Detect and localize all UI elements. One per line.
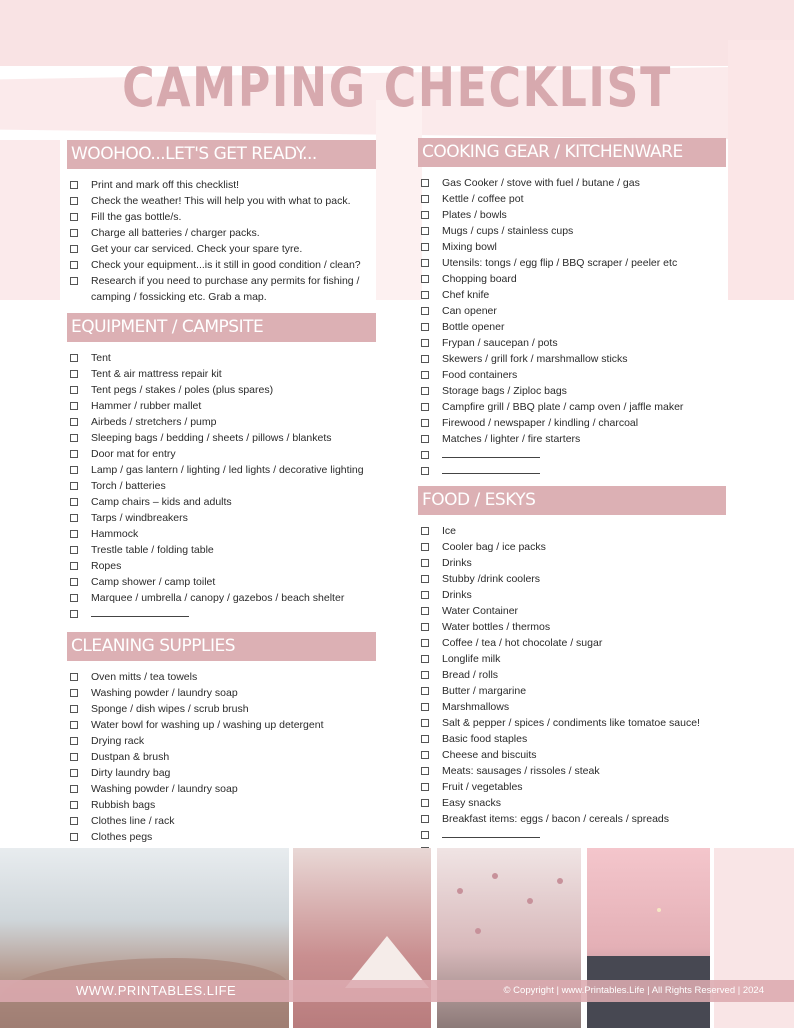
checklist-item [418,319,726,335]
checkbox[interactable] [421,607,429,615]
flower-dot [475,928,481,934]
checklist-item [67,510,376,526]
checklist-item [418,207,726,223]
checklist-item-label: Water Container [442,605,519,617]
checklist-item [418,683,726,699]
checkbox[interactable] [70,213,78,221]
checklist-item [67,717,376,733]
checklist-item [418,351,726,367]
checklist-item-label: Sleeping bags / bedding / sheets / pillows / blankets [91,432,332,444]
checkbox[interactable] [421,275,429,283]
checklist-item-label: Coffee / tea / hot chocolate / sugar [442,637,603,649]
checklist-item-label: Clothes line / rack [91,815,175,827]
flower-dot [557,878,563,884]
checkbox[interactable] [70,229,78,237]
checklist-item-label: Dirty laundry bag [91,767,171,779]
checkbox[interactable] [421,799,429,807]
checkbox[interactable] [70,705,78,713]
checklist-item [418,255,726,271]
section-food [418,486,726,859]
checklist-item-label: Breakfast items: eggs / bacon / cereals / spreads [442,813,670,825]
checklist-item-label: Ropes [91,560,122,572]
checklist-item-label: Longlife milk [442,653,501,665]
checklist-item-label: Camp chairs – kids and adults [91,496,232,508]
blank-line[interactable] [91,606,189,617]
checklist-item [418,523,726,539]
footer-copyright: © Copyright | www.Printables.Life | All Rights Reserved | 2024 [503,985,764,996]
checkbox[interactable] [421,575,429,583]
checkbox[interactable] [421,195,429,203]
checklist-item [67,382,376,398]
checkbox[interactable] [421,179,429,187]
checklist-item-label: Tent pegs / stakes / poles (plus spares) [91,384,274,396]
checkbox[interactable] [70,562,78,570]
checkbox[interactable] [421,467,429,475]
checklist-item-label: Can opener [442,305,497,317]
checkbox[interactable] [70,737,78,745]
blank-line[interactable] [442,447,540,458]
checklist-item [67,478,376,494]
checkbox[interactable] [70,418,78,426]
checklist-item [67,193,376,209]
checkbox[interactable] [70,801,78,809]
checklist-item [418,587,726,603]
checklist-item-label: Research if you need to purchase any permits for fishing / camping / fossicking etc. Grab a map. [91,275,360,303]
section-equipment [67,313,376,622]
checklist-item [418,555,726,571]
checklist-item-label: Rubbish bags [91,799,156,811]
checkbox[interactable] [421,419,429,427]
checkbox[interactable] [70,673,78,681]
checkbox[interactable] [421,211,429,219]
checkbox[interactable] [421,259,429,267]
checkbox[interactable] [421,323,429,331]
checklist-item-label: Salt & pepper / spices / condiments like tomatoe sauce! [442,717,700,729]
checklist-item-label: Cooler bag / ice packs [442,541,546,553]
section-heading: COOKING GEAR / KITCHENWARE [418,138,726,167]
checklist-item-label: Fruit / vegetables [442,781,523,793]
checklist-item-label: Water bottles / thermos [442,621,551,633]
checklist-item-label: Food containers [442,369,518,381]
checklist-item-label: Trestle table / folding table [91,544,214,556]
section-heading: WOOHOO...LET'S GET READY... [67,140,376,169]
section-heading: EQUIPMENT / CAMPSITE [67,313,376,342]
checklist-item [67,526,376,542]
checkbox[interactable] [421,719,429,727]
checklist-item-label: Airbeds / stretchers / pump [91,416,217,428]
checklist-item-label: Plates / bowls [442,209,507,221]
footer-bar [0,980,794,1002]
checklist-item [418,175,726,191]
checklist-item [67,606,376,622]
checkbox[interactable] [421,307,429,315]
checklist-item [67,669,376,685]
checkbox[interactable] [421,227,429,235]
checkbox[interactable] [70,245,78,253]
checkbox[interactable] [70,594,78,602]
checkbox[interactable] [70,450,78,458]
background-brush [728,40,794,300]
checkbox[interactable] [70,370,78,378]
checklist-item [418,383,726,399]
checklist-item-label: Tarps / windbreakers [91,512,188,524]
checkbox[interactable] [421,655,429,663]
checkbox[interactable] [421,543,429,551]
checklist-item-label: Torch / batteries [91,480,166,492]
checklist-item [67,462,376,478]
flower-dot [492,873,498,879]
checkbox[interactable] [421,387,429,395]
checklist-item-label: Skewers / grill fork / marshmallow sticks [442,353,628,365]
checklist-item-label: Marshmallows [442,701,510,713]
checklist-item-label: Easy snacks [442,797,501,809]
checklist-item [418,447,726,463]
checkbox[interactable] [70,721,78,729]
checklist-item [418,731,726,747]
checklist-item [418,795,726,811]
checklist-item-label: Washing powder / laundry soap [91,687,238,699]
checkbox[interactable] [421,591,429,599]
checkbox[interactable] [70,181,78,189]
section-heading: FOOD / ESKYS [418,486,726,515]
checklist-item [418,651,726,667]
checklist-item-label: Get your car serviced. Check your spare tyre. [91,243,303,255]
checklist-item [418,763,726,779]
checkbox[interactable] [421,767,429,775]
moon-dot [657,908,661,912]
checkbox[interactable] [421,527,429,535]
checklist-item [418,747,726,763]
checklist-item-label: Lamp / gas lantern / lighting / led lights / decorative lighting [91,464,364,476]
checklist-item-label: Ice [442,525,457,537]
checklist-item [67,765,376,781]
checklist-item-label: Matches / lighter / fire starters [442,433,581,445]
checkbox[interactable] [421,735,429,743]
checklist-item [418,367,726,383]
checklist-item-label: Meats: sausages / rissoles / steak [442,765,600,777]
checklist-item [67,781,376,797]
checklist-item-label: Charge all batteries / charger packs. [91,227,260,239]
checklist-item [418,715,726,731]
checkbox[interactable] [70,753,78,761]
checkbox[interactable] [421,435,429,443]
checklist-item-label: Marquee / umbrella / canopy / gazebos / beach shelter [91,592,345,604]
checkbox[interactable] [70,197,78,205]
checklist-item-label: Tent & air mattress repair kit [91,368,222,380]
checkbox[interactable] [421,671,429,679]
checklist-item-label: Mugs / cups / stainless cups [442,225,574,237]
checkbox[interactable] [421,559,429,567]
checklist-item [67,366,376,382]
checklist-item-label: Washing powder / laundry soap [91,783,238,795]
checkbox[interactable] [70,482,78,490]
checklist-item [418,603,726,619]
checkbox[interactable] [70,354,78,362]
checkbox[interactable] [70,578,78,586]
section-cleaning [67,632,376,861]
checklist-item [418,827,726,843]
checkbox[interactable] [421,639,429,647]
checkbox[interactable] [70,434,78,442]
section-heading: CLEANING SUPPLIES [67,632,376,661]
checklist-item-label: Drinks [442,557,472,569]
checklist-item [67,350,376,366]
checklist-item-label: Dustpan & brush [91,751,170,763]
checklist-item-label: Storage bags / Ziploc bags [442,385,567,397]
checklist-item [67,685,376,701]
checklist [67,350,376,622]
checklist-item [67,273,376,305]
checkbox[interactable] [70,817,78,825]
checklist-item-label: Campfire grill / BBQ plate / camp oven / jaffle maker [442,401,684,413]
section-cooking [418,138,726,479]
checkbox[interactable] [421,703,429,711]
checklist-item-label: Print and mark off this checklist! [91,179,240,191]
checklist-item [67,430,376,446]
checklist-item [418,239,726,255]
checklist-item-label: Stubby /drink coolers [442,573,541,585]
checklist [67,177,376,305]
checkbox[interactable] [421,451,429,459]
checkbox[interactable] [421,243,429,251]
blank-line[interactable] [442,463,540,474]
checkbox[interactable] [421,403,429,411]
checklist-item-label: Clothes pegs [91,831,153,843]
checkbox[interactable] [70,610,78,618]
checklist-item-label: Kettle / coffee pot [442,193,524,205]
checkbox[interactable] [421,371,429,379]
checkbox[interactable] [70,498,78,506]
checklist-item [67,257,376,273]
checklist-item-label: Check the weather! This will help you with what to pack. [91,195,351,207]
checkbox[interactable] [70,769,78,777]
checklist-item-label: Chef knife [442,289,490,301]
checklist-item [418,399,726,415]
checklist-item [418,303,726,319]
flower-dot [457,888,463,894]
checklist-item [67,225,376,241]
checkbox[interactable] [70,833,78,841]
checkbox[interactable] [70,546,78,554]
checkbox[interactable] [421,783,429,791]
checklist-item-label: Check your equipment...is it still in good condition / clean? [91,259,361,271]
checklist-item-label: Mixing bowl [442,241,497,253]
checklist-item [67,241,376,257]
checkbox[interactable] [421,751,429,759]
checklist-item [67,209,376,225]
checklist [67,669,376,861]
checklist-item [67,574,376,590]
checklist-item-label: Firewood / newspaper / kindling / charcoal [442,417,639,429]
checkbox[interactable] [70,530,78,538]
checkbox[interactable] [70,466,78,474]
checklist-item [67,797,376,813]
page-title: CAMPING CHECKLIST [122,56,672,119]
checkbox[interactable] [421,831,429,839]
checklist-item [418,667,726,683]
checklist-item-label: Camp shower / camp toilet [91,576,216,588]
checklist-item-label: Chopping board [442,273,517,285]
checklist-item [418,287,726,303]
checklist-item-label: Utensils: tongs / egg flip / BBQ scraper / peeler etc [442,257,678,269]
checkbox[interactable] [70,261,78,269]
checklist-item-label: Door mat for entry [91,448,176,460]
checklist-item [67,701,376,717]
checklist-item-label: Bread / rolls [442,669,499,681]
checklist-item [418,335,726,351]
checklist [418,523,726,859]
checklist-item [418,571,726,587]
checklist-item [67,749,376,765]
checklist-item [418,223,726,239]
checklist-item-label: Gas Cooker / stove with fuel / butane / gas [442,177,640,189]
checklist-item-label: Oven mitts / tea towels [91,671,198,683]
checklist-item [418,619,726,635]
checklist-item [418,635,726,651]
checklist-item [67,590,376,606]
section-get-ready [67,140,376,305]
background-brush [0,140,60,300]
checklist-item [67,733,376,749]
flower-dot [527,898,533,904]
footer-site[interactable]: WWW.PRINTABLES.LIFE [76,983,237,998]
checklist-item [67,414,376,430]
checklist-item [67,398,376,414]
checklist-item-label: Drying rack [91,735,145,747]
checklist [418,175,726,479]
checkbox[interactable] [421,623,429,631]
checklist-item-label: Fill the gas bottle/s. [91,211,182,223]
checklist-item-label: Cheese and biscuits [442,749,537,761]
checklist-item [418,271,726,287]
checkbox[interactable] [421,355,429,363]
checklist-item [418,811,726,827]
checklist-item-label: Hammock [91,528,139,540]
checklist-item [418,191,726,207]
checklist-item [418,539,726,555]
checkbox[interactable] [70,514,78,522]
checklist-item-label: Sponge / dish wipes / scrub brush [91,703,249,715]
checklist-item-label: Drinks [442,589,472,601]
checkbox[interactable] [70,386,78,394]
checklist-item [67,813,376,829]
blank-line[interactable] [442,827,540,838]
checkbox[interactable] [421,291,429,299]
checkbox[interactable] [421,687,429,695]
checklist-item [67,829,376,845]
checklist-item [418,699,726,715]
checkbox[interactable] [70,277,78,285]
checklist-item-label: Basic food staples [442,733,528,745]
checklist-item [418,779,726,795]
checklist-item-label: Bottle opener [442,321,505,333]
checklist-item [418,415,726,431]
background-brush [376,100,422,300]
checklist-item [67,494,376,510]
checklist-item [418,463,726,479]
checkbox[interactable] [421,339,429,347]
checklist-item-label: Hammer / rubber mallet [91,400,202,412]
checklist-item [418,431,726,447]
checkbox[interactable] [421,815,429,823]
checklist-item-label: Frypan / saucepan / pots [442,337,558,349]
checklist-item [67,177,376,193]
checkbox[interactable] [70,785,78,793]
checkbox[interactable] [70,402,78,410]
checklist-item-label: Water bowl for washing up / washing up detergent [91,719,324,731]
checklist-item [67,542,376,558]
checklist-item [67,446,376,462]
checklist-item-label: Tent [91,352,111,364]
checkbox[interactable] [70,689,78,697]
checklist-item-label: Butter / margarine [442,685,527,697]
checklist-item [67,558,376,574]
